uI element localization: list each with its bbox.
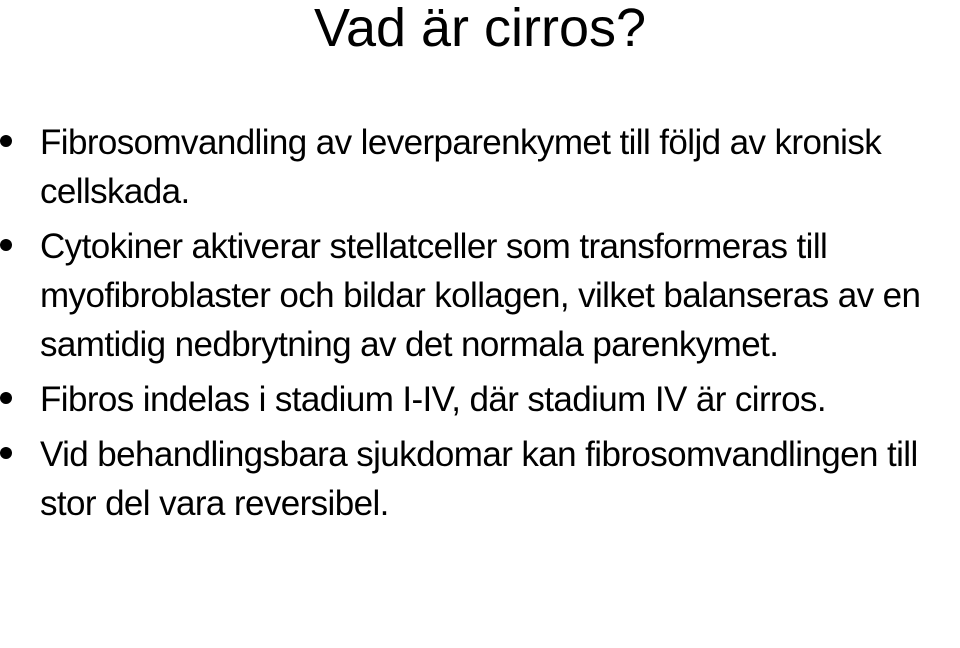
bullet-item: [0, 222, 960, 369]
bullet-dot-icon: [0, 447, 12, 459]
slide-title: Vad är cirros?: [313, 0, 647, 58]
bullet-dot-icon: [0, 239, 12, 251]
bullet-text: Fibrosomvandling av leverparenkymet till följd av kronisk cellskada.: [40, 123, 882, 211]
bullet-dot-icon: [0, 392, 12, 404]
bullet-text: Fibros indelas i stadium I-IV, där stadium IV är cirros.: [40, 380, 826, 419]
bullet-dot-icon: [0, 135, 12, 147]
bullet-text: Vid behandlingsbara sjukdomar kan fibrosomvandlingen till stor del vara reversibel.: [40, 435, 918, 523]
bullet-item: [0, 430, 960, 528]
bullet-item: [0, 375, 960, 424]
bullet-text: Cytokiner aktiverar stellatceller som transformeras till myofibroblaster och bildar kollagen, vilket balanseras av en samtidig nedbrytning av det normala parenkymet.: [40, 227, 921, 364]
bullet-list: [0, 118, 960, 534]
bullet-item: [0, 118, 960, 216]
